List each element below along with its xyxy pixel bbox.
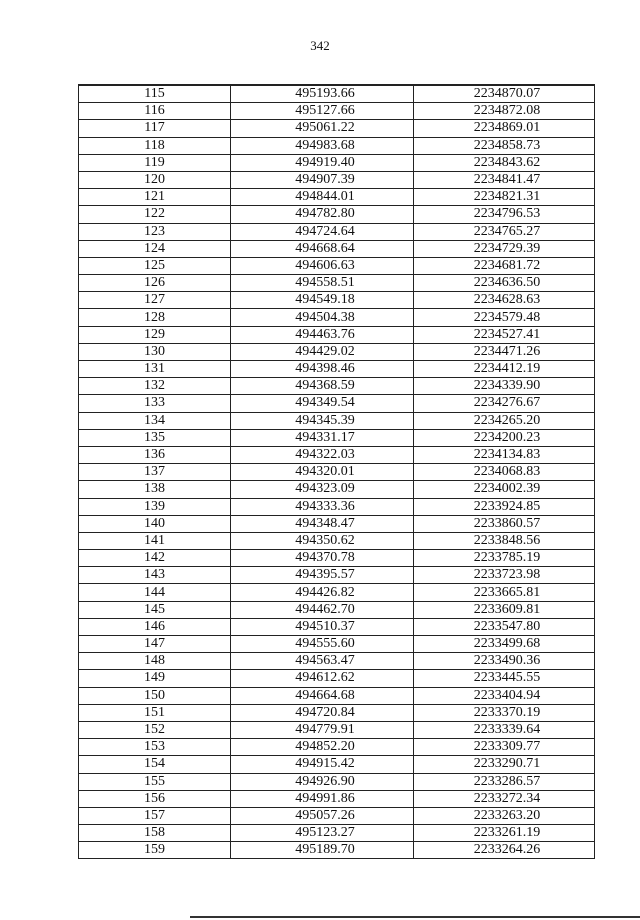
- y-coordinate-cell: 2233499.68: [414, 636, 595, 653]
- y-coordinate-cell: 2234276.67: [414, 395, 595, 412]
- point-number-cell: 116: [79, 103, 231, 120]
- x-coordinate-cell: 494991.86: [231, 790, 414, 807]
- table-row: [79, 223, 595, 240]
- table-row: [79, 446, 595, 463]
- y-coordinate-cell: 2234527.41: [414, 326, 595, 343]
- x-coordinate-cell: 494333.36: [231, 498, 414, 515]
- point-number-cell: 122: [79, 206, 231, 223]
- table-row: [79, 361, 595, 378]
- point-number-cell: 117: [79, 120, 231, 137]
- point-number-cell: 124: [79, 240, 231, 257]
- coordinate-table: [78, 84, 595, 859]
- table-row: [79, 343, 595, 360]
- x-coordinate-cell: 495061.22: [231, 120, 414, 137]
- table-row: [79, 481, 595, 498]
- y-coordinate-cell: 2234200.23: [414, 429, 595, 446]
- y-coordinate-cell: 2234636.50: [414, 275, 595, 292]
- point-number-cell: 153: [79, 739, 231, 756]
- y-coordinate-cell: 2233286.57: [414, 773, 595, 790]
- y-coordinate-cell: 2233370.19: [414, 704, 595, 721]
- y-coordinate-cell: 2234339.90: [414, 378, 595, 395]
- y-coordinate-cell: 2234869.01: [414, 120, 595, 137]
- y-coordinate-cell: 2234579.48: [414, 309, 595, 326]
- point-number-cell: 134: [79, 412, 231, 429]
- bottom-rule: [190, 916, 640, 918]
- x-coordinate-cell: 494558.51: [231, 275, 414, 292]
- point-number-cell: 156: [79, 790, 231, 807]
- table-row: [79, 515, 595, 532]
- x-coordinate-cell: 494549.18: [231, 292, 414, 309]
- x-coordinate-cell: 494915.42: [231, 756, 414, 773]
- point-number-cell: 115: [79, 85, 231, 103]
- point-number-cell: 148: [79, 653, 231, 670]
- table-row: [79, 240, 595, 257]
- y-coordinate-cell: 2233272.34: [414, 790, 595, 807]
- table-row: [79, 807, 595, 824]
- page-number: 342: [310, 38, 330, 53]
- point-number-cell: 126: [79, 275, 231, 292]
- x-coordinate-cell: 494907.39: [231, 171, 414, 188]
- table-row: [79, 739, 595, 756]
- x-coordinate-cell: 494782.80: [231, 206, 414, 223]
- x-coordinate-cell: 494983.68: [231, 137, 414, 154]
- y-coordinate-cell: 2233490.36: [414, 653, 595, 670]
- y-coordinate-cell: 2233785.19: [414, 550, 595, 567]
- x-coordinate-cell: 494320.01: [231, 464, 414, 481]
- x-coordinate-cell: 494323.09: [231, 481, 414, 498]
- y-coordinate-cell: 2233665.81: [414, 584, 595, 601]
- y-coordinate-cell: 2234471.26: [414, 343, 595, 360]
- y-coordinate-cell: 2233860.57: [414, 515, 595, 532]
- x-coordinate-cell: 494563.47: [231, 653, 414, 670]
- y-coordinate-cell: 2234870.07: [414, 85, 595, 103]
- point-number-cell: 154: [79, 756, 231, 773]
- x-coordinate-cell: 494345.39: [231, 412, 414, 429]
- point-number-cell: 135: [79, 429, 231, 446]
- x-coordinate-cell: 494348.47: [231, 515, 414, 532]
- point-number-cell: 121: [79, 189, 231, 206]
- y-coordinate-cell: 2234002.39: [414, 481, 595, 498]
- point-number-cell: 128: [79, 309, 231, 326]
- y-coordinate-cell: 2233263.20: [414, 807, 595, 824]
- x-coordinate-cell: 494462.70: [231, 601, 414, 618]
- table-row: [79, 773, 595, 790]
- x-coordinate-cell: 494510.37: [231, 618, 414, 635]
- table-row: [79, 464, 595, 481]
- y-coordinate-cell: 2234821.31: [414, 189, 595, 206]
- point-number-cell: 144: [79, 584, 231, 601]
- y-coordinate-cell: 2234681.72: [414, 257, 595, 274]
- point-number-cell: 159: [79, 842, 231, 859]
- y-coordinate-cell: 2234068.83: [414, 464, 595, 481]
- y-coordinate-cell: 2234628.63: [414, 292, 595, 309]
- point-number-cell: 157: [79, 807, 231, 824]
- point-number-cell: 139: [79, 498, 231, 515]
- y-coordinate-cell: 2234843.62: [414, 154, 595, 171]
- table-row: [79, 721, 595, 738]
- table-row: [79, 275, 595, 292]
- table-row: [79, 756, 595, 773]
- x-coordinate-cell: 494370.78: [231, 550, 414, 567]
- x-coordinate-cell: 494844.01: [231, 189, 414, 206]
- x-coordinate-cell: 494463.76: [231, 326, 414, 343]
- coordinate-table-body: [79, 85, 595, 859]
- table-row: [79, 584, 595, 601]
- point-number-cell: 138: [79, 481, 231, 498]
- table-row: [79, 550, 595, 567]
- table-row: [79, 154, 595, 171]
- table-row: [79, 842, 595, 859]
- table-row: [79, 292, 595, 309]
- y-coordinate-cell: 2233609.81: [414, 601, 595, 618]
- table-row: [79, 412, 595, 429]
- x-coordinate-cell: 494724.64: [231, 223, 414, 240]
- x-coordinate-cell: 494612.62: [231, 670, 414, 687]
- y-coordinate-cell: 2233404.94: [414, 687, 595, 704]
- x-coordinate-cell: 494350.62: [231, 532, 414, 549]
- table-row: [79, 103, 595, 120]
- x-coordinate-cell: 494349.54: [231, 395, 414, 412]
- x-coordinate-cell: 495123.27: [231, 825, 414, 842]
- y-coordinate-cell: 2233445.55: [414, 670, 595, 687]
- point-number-cell: 147: [79, 636, 231, 653]
- point-number-cell: 150: [79, 687, 231, 704]
- table-row: [79, 567, 595, 584]
- x-coordinate-cell: 494664.68: [231, 687, 414, 704]
- y-coordinate-cell: 2234765.27: [414, 223, 595, 240]
- x-coordinate-cell: 495127.66: [231, 103, 414, 120]
- point-number-cell: 129: [79, 326, 231, 343]
- x-coordinate-cell: 494398.46: [231, 361, 414, 378]
- table-row: [79, 120, 595, 137]
- x-coordinate-cell: 495193.66: [231, 85, 414, 103]
- point-number-cell: 151: [79, 704, 231, 721]
- table-row: [79, 498, 595, 515]
- x-coordinate-cell: 495189.70: [231, 842, 414, 859]
- point-number-cell: 146: [79, 618, 231, 635]
- x-coordinate-cell: 495057.26: [231, 807, 414, 824]
- x-coordinate-cell: 494426.82: [231, 584, 414, 601]
- x-coordinate-cell: 494919.40: [231, 154, 414, 171]
- y-coordinate-cell: 2234841.47: [414, 171, 595, 188]
- x-coordinate-cell: 494606.63: [231, 257, 414, 274]
- x-coordinate-cell: 494429.02: [231, 343, 414, 360]
- x-coordinate-cell: 494368.59: [231, 378, 414, 395]
- y-coordinate-cell: 2234265.20: [414, 412, 595, 429]
- y-coordinate-cell: 2233309.77: [414, 739, 595, 756]
- table-row: [79, 171, 595, 188]
- x-coordinate-cell: 494720.84: [231, 704, 414, 721]
- y-coordinate-cell: 2233290.71: [414, 756, 595, 773]
- point-number-cell: 155: [79, 773, 231, 790]
- table-row: [79, 670, 595, 687]
- table-row: [79, 704, 595, 721]
- point-number-cell: 149: [79, 670, 231, 687]
- y-coordinate-cell: 2233924.85: [414, 498, 595, 515]
- point-number-cell: 137: [79, 464, 231, 481]
- table-row: [79, 326, 595, 343]
- point-number-cell: 140: [79, 515, 231, 532]
- y-coordinate-cell: 2233261.19: [414, 825, 595, 842]
- y-coordinate-cell: 2234858.73: [414, 137, 595, 154]
- y-coordinate-cell: 2233339.64: [414, 721, 595, 738]
- point-number-cell: 130: [79, 343, 231, 360]
- table-row: [79, 618, 595, 635]
- x-coordinate-cell: 494322.03: [231, 446, 414, 463]
- point-number-cell: 142: [79, 550, 231, 567]
- x-coordinate-cell: 494779.91: [231, 721, 414, 738]
- y-coordinate-cell: 2233547.80: [414, 618, 595, 635]
- table-row: [79, 825, 595, 842]
- table-row: [79, 309, 595, 326]
- table-row: [79, 687, 595, 704]
- y-coordinate-cell: 2234134.83: [414, 446, 595, 463]
- point-number-cell: 118: [79, 137, 231, 154]
- table-row: [79, 85, 595, 103]
- x-coordinate-cell: 494395.57: [231, 567, 414, 584]
- table-row: [79, 790, 595, 807]
- x-coordinate-cell: 494668.64: [231, 240, 414, 257]
- point-number-cell: 119: [79, 154, 231, 171]
- y-coordinate-cell: 2234872.08: [414, 103, 595, 120]
- point-number-cell: 145: [79, 601, 231, 618]
- table-row: [79, 601, 595, 618]
- x-coordinate-cell: 494926.90: [231, 773, 414, 790]
- point-number-cell: 127: [79, 292, 231, 309]
- table-row: [79, 137, 595, 154]
- table-row: [79, 257, 595, 274]
- y-coordinate-cell: 2234412.19: [414, 361, 595, 378]
- point-number-cell: 141: [79, 532, 231, 549]
- point-number-cell: 132: [79, 378, 231, 395]
- table-row: [79, 636, 595, 653]
- point-number-cell: 131: [79, 361, 231, 378]
- table-row: [79, 378, 595, 395]
- y-coordinate-cell: 2234796.53: [414, 206, 595, 223]
- point-number-cell: 152: [79, 721, 231, 738]
- x-coordinate-cell: 494331.17: [231, 429, 414, 446]
- point-number-cell: 143: [79, 567, 231, 584]
- y-coordinate-cell: 2234729.39: [414, 240, 595, 257]
- y-coordinate-cell: 2233848.56: [414, 532, 595, 549]
- table-row: [79, 429, 595, 446]
- point-number-cell: 120: [79, 171, 231, 188]
- point-number-cell: 133: [79, 395, 231, 412]
- table-row: [79, 395, 595, 412]
- y-coordinate-cell: 2233264.26: [414, 842, 595, 859]
- point-number-cell: 158: [79, 825, 231, 842]
- point-number-cell: 125: [79, 257, 231, 274]
- table-row: [79, 206, 595, 223]
- table-row: [79, 532, 595, 549]
- point-number-cell: 123: [79, 223, 231, 240]
- point-number-cell: 136: [79, 446, 231, 463]
- table-row: [79, 653, 595, 670]
- table-row: [79, 189, 595, 206]
- x-coordinate-cell: 494504.38: [231, 309, 414, 326]
- y-coordinate-cell: 2233723.98: [414, 567, 595, 584]
- x-coordinate-cell: 494852.20: [231, 739, 414, 756]
- x-coordinate-cell: 494555.60: [231, 636, 414, 653]
